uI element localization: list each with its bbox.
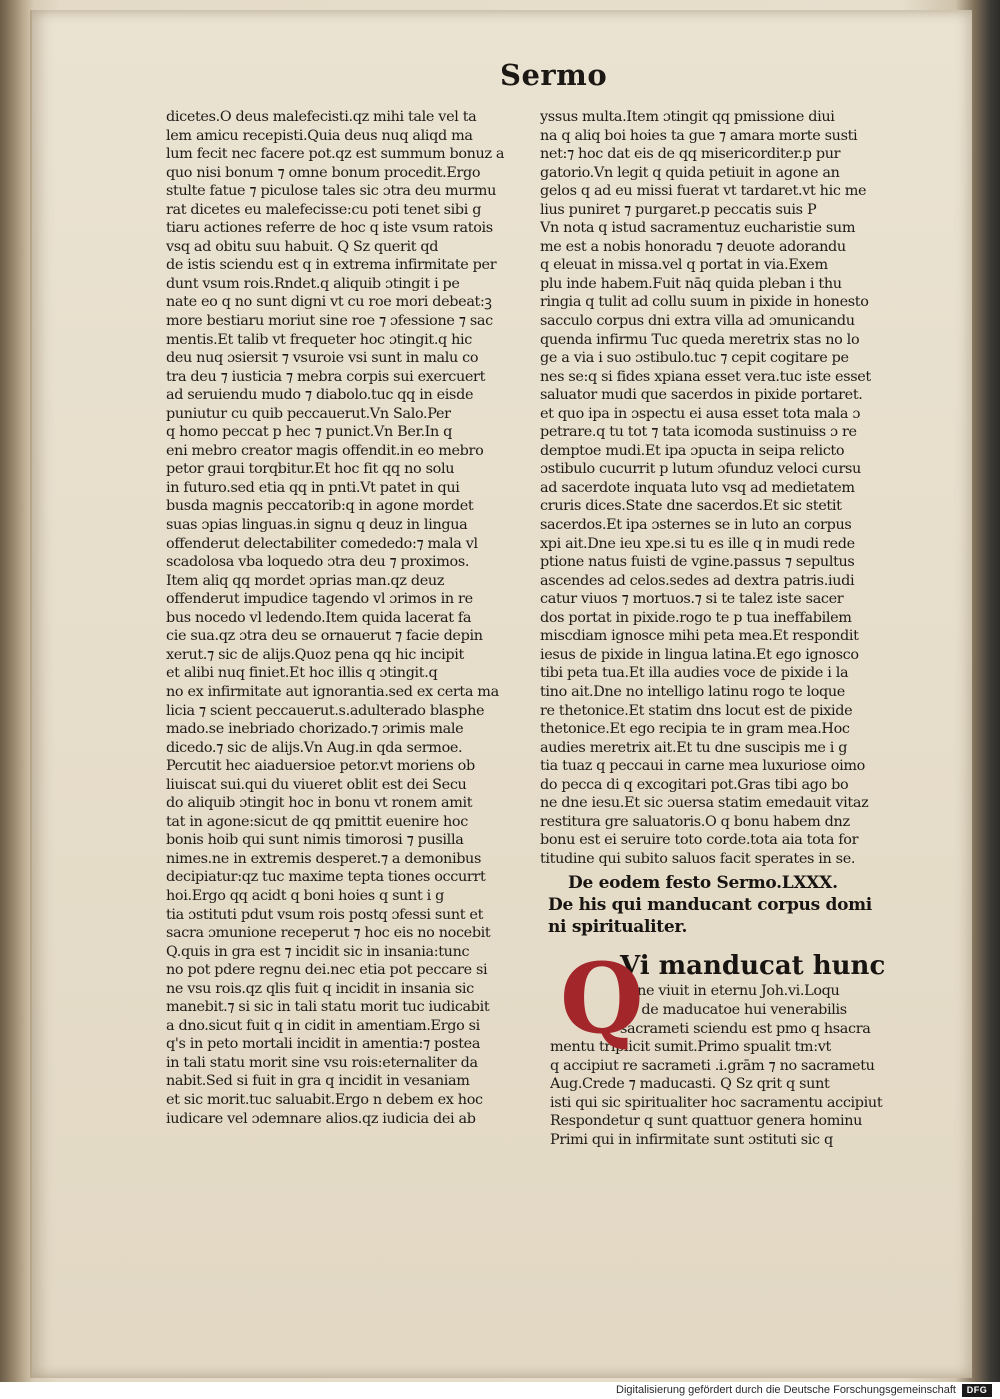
text-line: sacerdos.Et ipa ɔsternes se in luto an corpus — [540, 517, 852, 534]
text-line: et quo ipa in ɔspectu ei ausa esset tota mala ɔ — [540, 405, 861, 422]
text-line: stulte fatue ⁊ piculose tales sic ɔtra deu murmu — [166, 183, 496, 200]
text-line: dos portat in pixide.rogo te p tua ineffabilem — [540, 609, 852, 626]
text-line: tino ait.Dne no intelligo latinu rogo te loque — [540, 683, 845, 700]
text-line: tat in agone:sicut de qq pmittit euenire hoc — [166, 813, 468, 830]
text-line: ɔstibulo cucurrit p lutum ɔfunduz veloci cursu — [540, 461, 861, 478]
text-line: scadolosa vba loquedo ɔtra deu ⁊ proximos. — [166, 554, 470, 571]
sermon-title: De eodem festo Sermo.LXXX. — [568, 873, 838, 894]
text-line: ptione natus fuisti de vgine.passus ⁊ sepultus — [540, 554, 855, 571]
red-initial-letter: Q — [560, 942, 644, 1056]
text-line: bus nocedo vl ledendo.Item quida lacerat fa — [166, 609, 472, 626]
text-line: offenderut impudice tagendo vl ɔrimos in re — [166, 591, 473, 608]
text-line: et sic morit.tuc saluabit.Ergo n debem ex hoc — [166, 1091, 483, 1108]
text-line: me est a nobis honoradu ⁊ deuote adorandu — [540, 238, 846, 255]
text-line: de istis sciendu est q in extrema infirmitate per — [166, 257, 497, 274]
text-line: sacrameti sciendu est pmo q hsacra — [620, 1020, 871, 1037]
left-column — [166, 108, 514, 1128]
text-line: Q.quis in gra est ⁊ incidit sic in insania:tunc — [166, 943, 470, 960]
text-line: do aliquib ɔtingit hoc in bonu vt ronem amit — [166, 795, 473, 812]
text-line: miscdiam ignosce mihi peta mea.Et respondit — [540, 628, 859, 645]
text-line: gelos q ad eu missi fuerat vt tardaret.vt hic me — [540, 183, 867, 200]
text-line: iudicare vel ɔdemnare alios.qz iudicia dei ab — [166, 1110, 476, 1127]
text-line: ad sacerdote inquata luto vsq ad medietatem — [540, 479, 855, 496]
text-line: offenderut delectabiliter comededo:⁊ mala vl — [166, 535, 478, 552]
text-line: rat dicetes eu malefecisse:cu poti tenet sibi g — [166, 201, 482, 218]
right-column — [540, 108, 908, 1149]
text-line: nate eo q no sunt digni vt cu roe mori debeat:ꝫ — [166, 294, 492, 311]
text-line: plu inde habem.Fuit nāq quida pleban i thu — [540, 275, 842, 292]
text-line: audies meretrix ait.Et tu dne suscipis me i g — [540, 739, 848, 756]
text-line: Percutit hec aiaduersioe petor.vt moriens ob — [166, 758, 475, 775]
text-line: bonu est ei seruire toto corde.tota aia tota for — [540, 832, 859, 849]
text-line: lum fecit nec facere pot.qz est summum bonuz a — [166, 146, 505, 163]
text-line: no ex infirmitate aut ignorantia.sed ex certa ma — [166, 683, 499, 700]
text-line: bonis hoib qui sunt nimis timorosi ⁊ pusilla — [166, 832, 464, 849]
text-line: tibi peta tua.Et illa audies voce de pixide i la — [540, 665, 849, 682]
text-line: no pot pdere regnu dei.nec etia pot peccare si — [166, 962, 488, 979]
text-line: pane viuit in eternu Joh.vi.Loqu — [620, 983, 840, 1000]
text-line: net:⁊ hoc dat eis de qq misericorditer.p pur — [540, 146, 841, 163]
text-line: demptoe mudi.Et ipa ɔpucta in seipa relicto — [540, 442, 845, 459]
incipit-block — [540, 942, 908, 1149]
text-line: q's in peto mortali incidit in amentia:⁊ postea — [166, 1036, 481, 1053]
text-line: petrare.q tu tot ⁊ tata icomoda sustinuiss ɔ re — [540, 424, 857, 441]
text-line: dicedo.⁊ sic de alijs.Vn Aug.in qda sermoe. — [166, 739, 463, 756]
text-line: q homo peccat p hec ⁊ punict.Vn Ber.In q — [166, 424, 453, 441]
text-line: Respondetur q sunt quattuor genera hominu — [550, 1113, 863, 1130]
text-line: in tali statu morit sine vsu rois:eternaliter da — [166, 1054, 478, 1071]
text-line: quenda infirmu Tuc queda meretrix stas no lo — [540, 331, 860, 348]
text-line: tia ɔstituti pdut vsum rois postq ɔfessi sunt et — [166, 906, 483, 923]
text-line: cruris dices.State dne sacerdos.Et sic stetit — [540, 498, 842, 515]
text-line: restitura gre saluatoris.O q bonu habem dnz — [540, 813, 850, 830]
dfg-logo: DFG — [962, 1384, 992, 1397]
text-line: vsq ad obitu suu habuit. Q Sz querit qd — [166, 238, 439, 255]
text-line: tra deu ⁊ iusticia ⁊ mebra corpis sui exercuert — [166, 368, 485, 385]
text-line: q eleuat in missa.vel q portat in via.Exem — [540, 257, 828, 274]
text-line: tiaru actiones referre de hoc q iste vsum ratois — [166, 220, 493, 237]
text-line: ne vsu rois.qz qlis fuit q incidit in insania sic — [166, 980, 474, 997]
text-line: sacculo corpus dni extra villa ad ɔmunicandu — [540, 313, 855, 330]
sermon-subtitle-line-2: ni spiritualiter. — [548, 917, 688, 938]
text-line: decipiatur:qz tuc maxime tepta tiones occurrt — [166, 869, 486, 886]
text-line: ringia q tulit ad collu suum in pixide in honesto — [540, 294, 869, 311]
text-line: in futuro.sed etia qq in pnti.Vt patet in qui — [166, 479, 460, 496]
right-column-text — [540, 108, 908, 868]
text-line: lem amicu recepisti.Quia deus nuq aliqd ma — [166, 127, 473, 144]
text-line: catur viuos ⁊ mortuos.⁊ si te talez iste sacer — [540, 591, 844, 608]
text-line: dicetes.O deus malefecisti.qz mihi tale vel ta — [166, 109, 477, 125]
text-line: Vn nota q istud sacramentuz eucharistie sum — [540, 220, 856, 237]
text-line: more bestiaru moriut sine roe ⁊ ɔfessione ⁊ sac — [166, 313, 493, 330]
text-line: yssus multa.Item ɔtingit qq pmissione diui — [540, 109, 835, 125]
text-line: iesus de pixide in lingua latina.Et ego ignosco — [540, 646, 859, 663]
text-line: thetonice.Et ego recipia te in gram mea.Hoc — [540, 721, 850, 738]
text-line: ge a via i suo ɔstibulo.tuc ⁊ cepit cogitare pe — [540, 350, 849, 367]
text-line: ne dne iesu.Et sic ɔuersa statim emedauit vitaz — [540, 795, 869, 812]
text-line: suas ɔpias linguas.in signu q deuz in lingua — [166, 517, 468, 534]
text-line: nimes.ne in extremis desperet.⁊ a demonibus — [166, 850, 482, 867]
text-line: liuiscat sui.qui du viueret oblit est dei Secu — [166, 776, 467, 793]
text-line: hoi.Ergo qq acidt q boni hoies q sunt i g — [166, 887, 444, 904]
text-line: ad seruiendu mudo ⁊ diabolo.tuc qq in eisde — [166, 387, 474, 404]
text-line: busda magnis peccatorib:q in agone mordet — [166, 498, 474, 515]
text-line: mado.se inebriado chorizado.⁊ ɔrimis male — [166, 721, 464, 738]
text-line: quo nisi bonum ⁊ omne bonum procedit.Ergo — [166, 164, 481, 181]
text-line: Primi qui in infirmitate sunt ɔstituti sic q — [550, 1131, 833, 1148]
text-line: cie sua.qz ɔtra deu se ornauerut ⁊ facie depin — [166, 628, 483, 645]
text-line: nabit.Sed si fuit in gra q incidit in vesaniam — [166, 1073, 470, 1090]
text-line: do de maducatoe hui venerabilis — [620, 1001, 847, 1018]
text-line: Aug.Crede ⁊ maducasti. Q Sz qrit q sunt — [550, 1076, 830, 1093]
text-line: mentis.Et talib vt frequeter hoc ɔtingit.q hic — [166, 331, 473, 348]
text-line: dunt vsum rois.Rndet.q aliquib ɔtingit i pe — [166, 275, 460, 292]
footer-bar — [0, 1382, 1000, 1399]
text-line: ascendes ad celos.sedes ad dextra patris.iudi — [540, 572, 855, 589]
text-line: saluator mudi que sacerdos in pixide portaret. — [540, 387, 863, 404]
text-line: xerut.⁊ sic de alijs.Quoz pena qq hic incipit — [166, 646, 464, 663]
page-header: Sermo — [500, 58, 608, 92]
text-line: nes se:q si fides xpiana esset vera.tuc iste esset — [540, 368, 871, 385]
text-line: na q aliq boi hoies ta gue ⁊ amara morte susti — [540, 127, 858, 144]
text-line: do pecca di q excogitari pot.Gras tibi ago bo — [540, 776, 849, 793]
text-line: gatorio.Vn legit q quida petiuit in agone an — [540, 164, 840, 181]
text-line: isti qui sic spiritualiter hoc sacramentu accipiut — [550, 1094, 883, 1111]
funding-notice: Digitalisierung gefördert durch die Deutsche Forschungsgemeinschaft — [616, 1384, 956, 1396]
text-line: lius puniret ⁊ purgaret.p peccatis suis P — [540, 201, 817, 218]
sermon-subtitle-line-1: De his qui manducant corpus domi — [548, 895, 872, 916]
text-line: deu nuq ɔsiersit ⁊ vsuroie vsi sunt in malu co — [166, 350, 479, 367]
text-line: Item aliq qq mordet ɔprias man.qz deuz — [166, 572, 445, 589]
text-line: a dno.sicut fuit q in cidit in amentiam.Ergo si — [166, 1017, 480, 1034]
text-line: tia tuaz q peccaui in carne mea luxuriose oimo — [540, 758, 865, 775]
text-line: et alibi nuq finiet.Et hoc illis q ɔtingit.q — [166, 665, 438, 682]
incipit-line: Vi manducat hunc — [620, 951, 886, 982]
text-line: mentu triplicit sumit.Primo spualit tm:vt — [550, 1039, 831, 1056]
text-line: q accipiut re sacrameti .i.grām ⁊ no sacrametu — [550, 1057, 875, 1074]
text-line: titudine qui subito saluos facit sperates in se. — [540, 850, 856, 867]
text-line: sacra ɔmunione receperut ⁊ hoc eis no nocebit — [166, 925, 491, 942]
text-line: xpi ait.Dne ieu xpe.si tu es ille q in mudi rede — [540, 535, 855, 552]
text-line: puniutur cu quib peccauerut.Vn Salo.Per — [166, 405, 451, 422]
text-line: manebit.⁊ si sic in tali statu morit tuc iudicabit — [166, 999, 490, 1016]
text-line: re thetonice.Et statim dns locut est de pixide — [540, 702, 853, 719]
text-line: licia ⁊ scient peccauerut.s.adulterado blasphe — [166, 702, 485, 719]
text-line: petor graui torqbitur.Et hoc fit qq no solu — [166, 461, 455, 478]
text-line: eni mebro creator magis offendit.in eo mebro — [166, 442, 484, 459]
